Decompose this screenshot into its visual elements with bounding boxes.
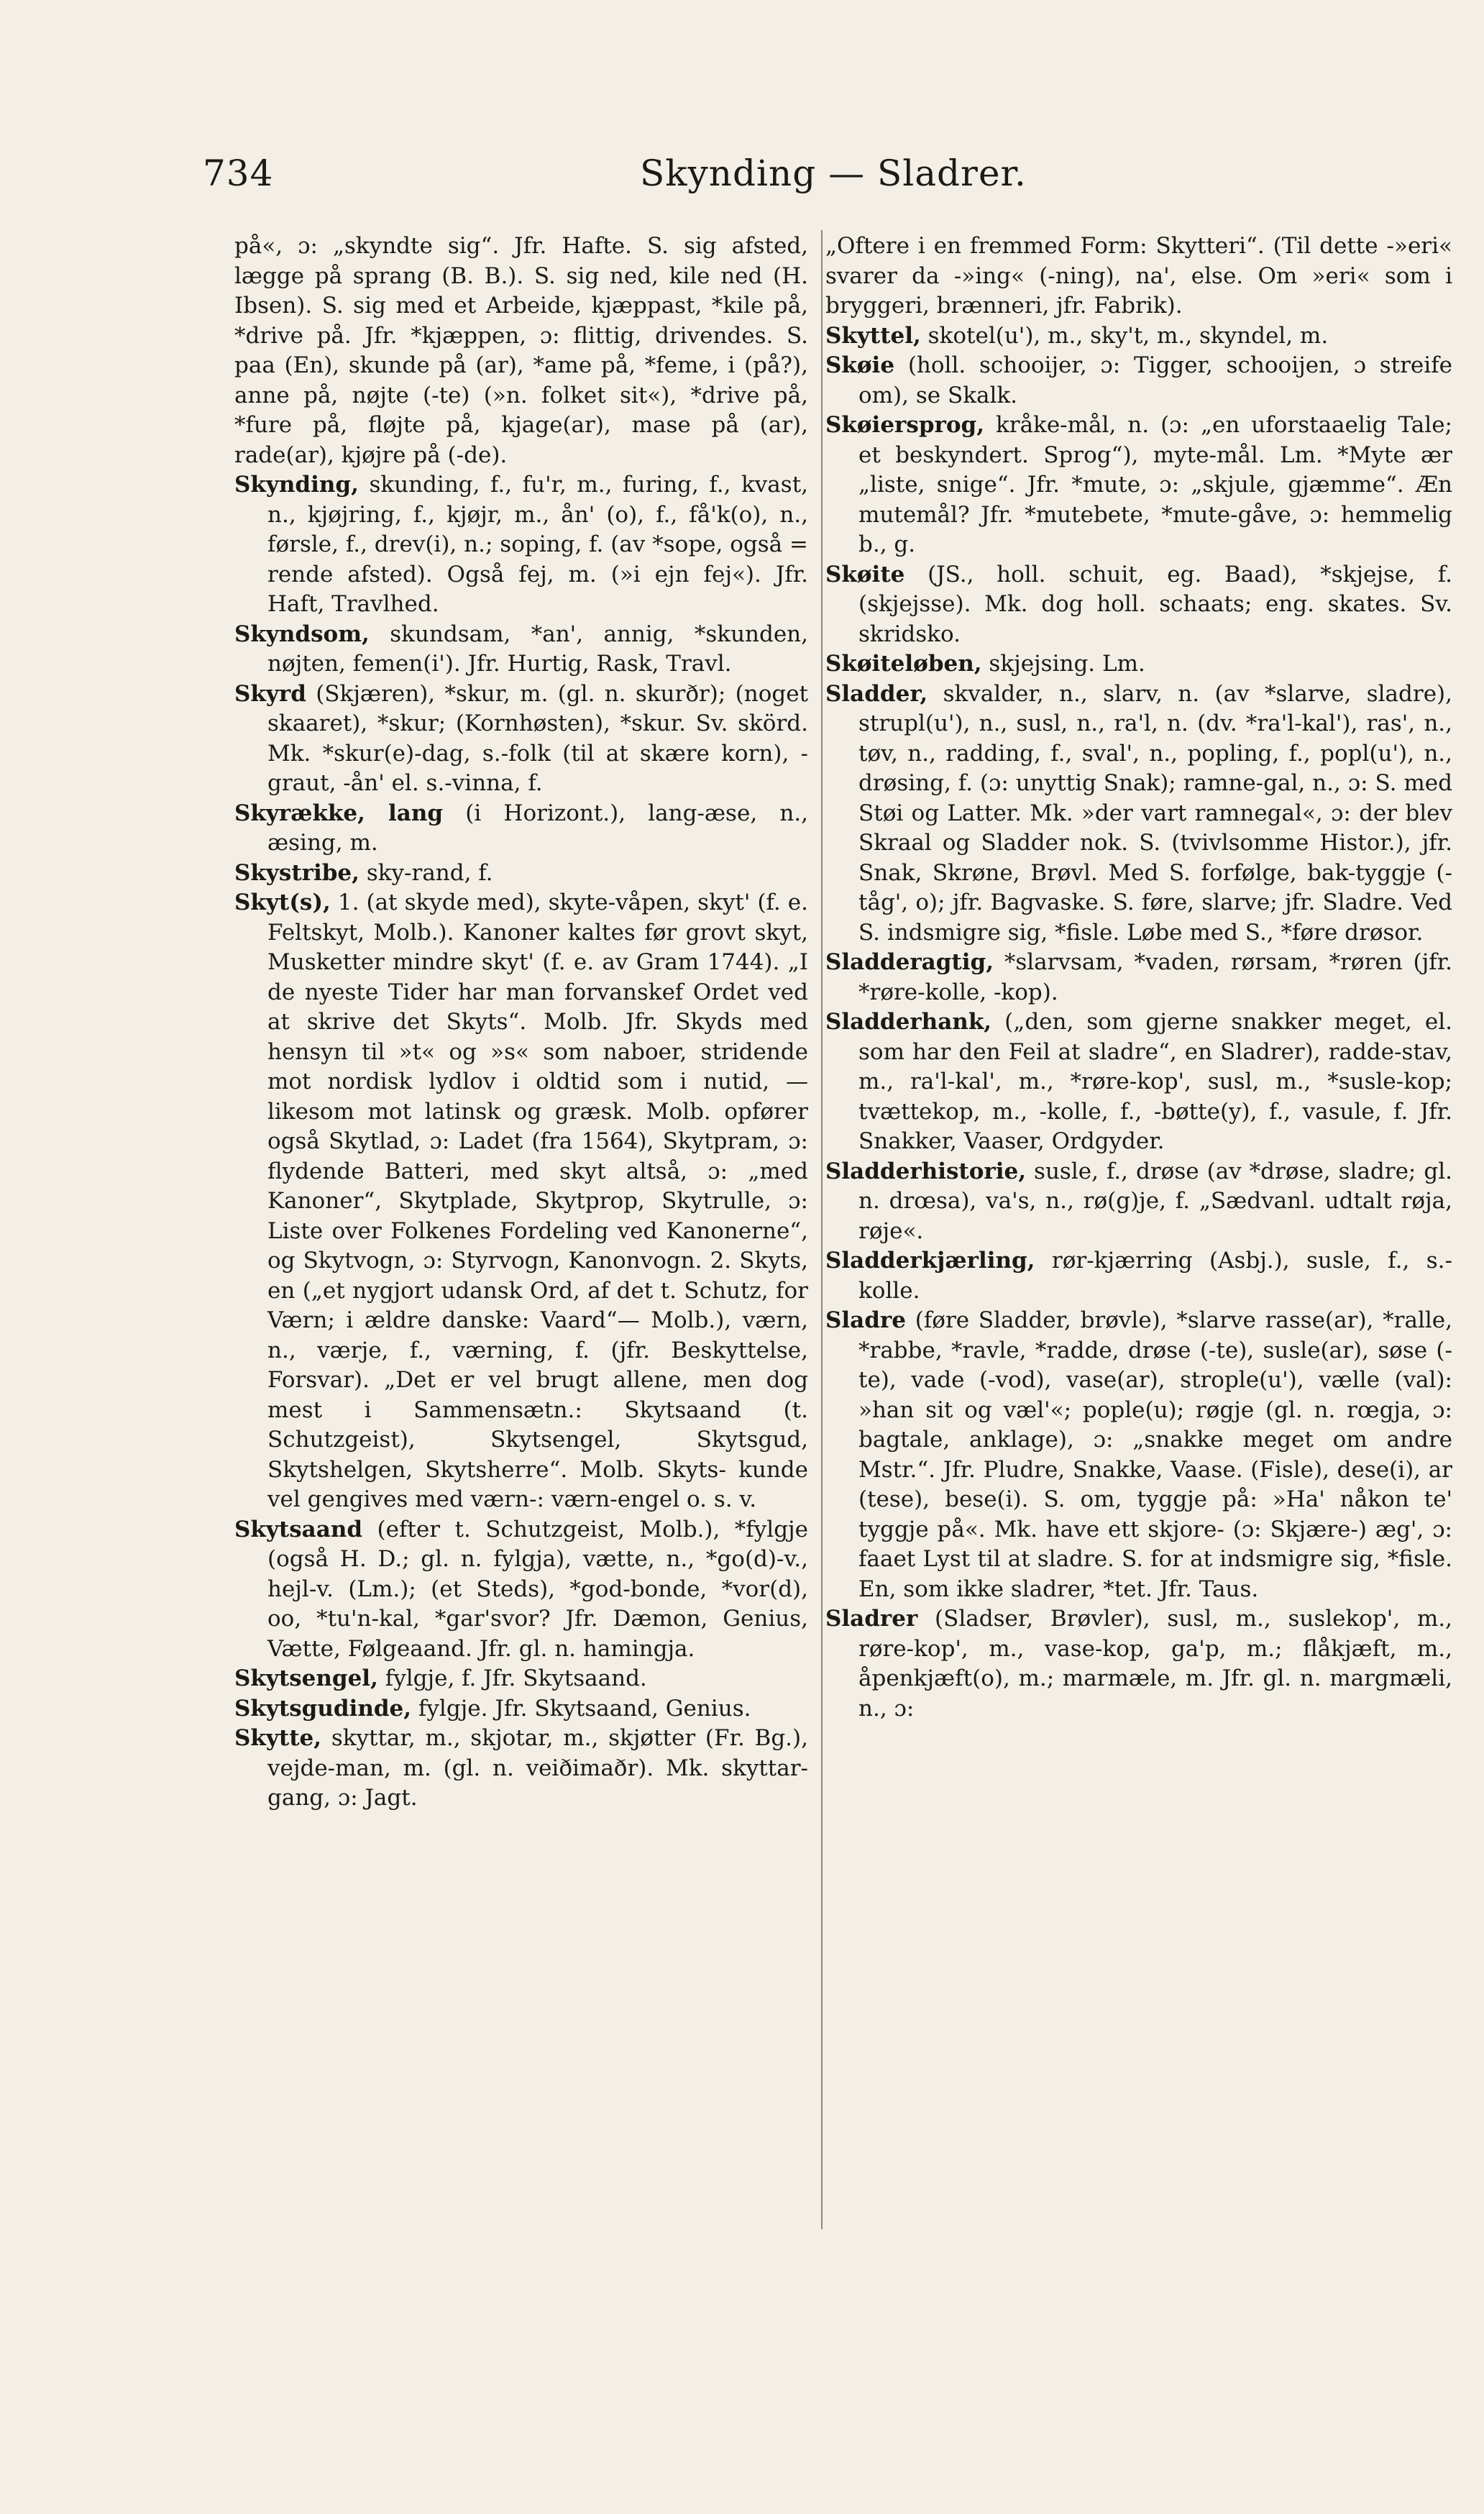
dictionary-entry: Sladrer (Sladser, Brøvler), susl, m., suslekop', m., røre-kop', m., vase-kop, ga'p, m.; flåkjæft, m., åpenkjæft(o), m.; marmæle, m. Jfr. gl. n. margmæli, n., ɔ:: [825, 1606, 1452, 1722]
dictionary-entry: Skytsaand (efter t. Schutzgeist, Molb.), *fylgje (også H. D.; gl. n. fylgja), vætte, n., *go(d)-v., hejl-v. (Lm.); (et Steds), *god-bonde, *vor(d), oo, *tu'n-kal, *gar'svor? Jfr. Dæmon, Genius, Vætte, Følgeaand. Jfr. gl. n. hamingja.: [234, 1516, 809, 1662]
page-number: 734: [203, 152, 274, 194]
dictionary-entry: Skytsgudinde, fylgje. Jfr. Skytsaand, Genius.: [234, 1695, 751, 1722]
headword: Skystribe,: [234, 859, 359, 886]
headword: Skynding,: [234, 472, 359, 498]
headword: Sladder,: [825, 680, 928, 707]
dictionary-entry: Sladderagtig, *slarvsam, *vaden, rørsam, *røren (jfr. *røre-kolle, -kop).: [825, 949, 1453, 1005]
headword: Sladrer: [825, 1606, 918, 1632]
dictionary-entry: Skytte, skyttar, m., skjotar, m., skjøtter (Fr. Bg.), vejde-man, m. (gl. n. veiðimaðr). Mk. skyttar-gang, ɔ: Jagt.: [234, 1725, 808, 1811]
dictionary-entry: Skøiteløben, skjejsing. Lm.: [825, 651, 1145, 677]
dictionary-entry: Sladderkjærling, rør-kjærring (Asbj.), susle, f., s.-kolle.: [825, 1248, 1453, 1304]
dictionary-entry: Skynding, skunding, f., fu'r, m., furing, f., kvast, n., kjøjring, f., kjøjr, m., ån' (o), f., få'k(o), n., førsle, f., drev(i), n.; soping, f. (av *sope, også = rende afsted). Også fej, m. (»i ejn fej«). Jfr. Haft, Travlhed.: [234, 472, 809, 617]
headword: Skyttel,: [825, 322, 921, 349]
headword: Skytte,: [234, 1725, 322, 1751]
headword: Sladderkjærling,: [825, 1248, 1035, 1274]
dictionary-entry: Skyrd (Skjæren), *skur, m. (gl. n. skurðr); (noget skaaret), *skur; (Kornhøsten), *skur. Sv. skörd. Mk. *skur(e)-dag, s.-folk (til at skære korn), -graut, -ån' el. s.-vinna, f.: [234, 680, 809, 796]
dictionary-entry: Skøite (JS., holl. schuit, eg. Baad), *skjejse, f. (skjejsse). Mk. dog holl. schaats; eng. skates. Sv. skridsko.: [825, 561, 1452, 647]
dictionary-entry: Sladre (føre Sladder, brøvle), *slarve rasse(ar), *ralle, *rabbe, *ravle, *radde, drøse (-te), susle(ar), søse (-te), vade (-vod), vase(ar), strople(u'), vælle (val): »han sit og væl'«; pople(u); røgje (gl. n. rœgja, ɔ: bagtale, anklage), ɔ: „snakke meget om andre Mstr.“. Jfr. Pludre, Snakke, Vaase. (Fisle), dese(i), ar (tese), bese(i). S. om, tyggje på: »Ha' nåkon te' tyggje på«. Mk. have ett skjore- (ɔ: Skjære-) æg', ɔ: faaet Lyst til at sladre. S. for at indsmigre sig, *fisle. En, som ikke sladrer, *tet. Jfr. Taus.: [825, 1307, 1452, 1602]
headword: Sladderhistorie,: [825, 1158, 1027, 1184]
dictionary-entry: Skøiersprog, kråke-mål, n. (ɔ: „en uforstaaelig Tale; et beskyndert. Sprog“), myte-mål. Lm. *Myte ær „liste, snige“. Jfr. *mute, ɔ: „skjule, gjæmme“. Æn mutemål? Jfr. *mutebete, *mute-gåve, ɔ: hemmelig b., g.: [825, 412, 1452, 557]
dictionary-entry: Sladder, skvalder, n., slarv, n. (av *slarve, sladre), strupl(u'), n., susl, n., ra'l, n. (dv. *ra'l-kal'), ras', n., tøv, n., radding, f., sval', n., popling, f., popl(u'), n., drøsing, f. (ɔ: unyttig Snak); ramne-gal, n., ɔ: S. med Støi og Latter. Mk. »der vart ramnegal«, ɔ: der blev Skraal og Sladder nok. S. (tvivlsomme Histor.), jfr. Snak, Skrøne, Brøvl. Med S. forfølge, bak-tyggje (-tåg', o); jfr. Bagvaske. S. føre, slarve; jfr. Sladre. Ved S. indsmigre sig, *fisle. Løbe med S., *føre drøsor.: [825, 680, 1452, 946]
headword: Skyrække, lang: [234, 800, 444, 826]
headword: Skøite: [825, 561, 905, 588]
headword: Skøiteløben,: [825, 651, 982, 677]
headword: Skøie: [825, 352, 895, 378]
dictionary-entry: Skytsengel, fylgje, f. Jfr. Skytsaand.: [234, 1665, 647, 1691]
dictionary-entry: Skyt(s), 1. (at skyde med), skyte-våpen, skyt' (f. e. Feltskyt, Molb.). Kanoner kaltes før grovt skyt, Musketter mindre skyt' (f. e. av Gram 1744). „I de nyeste Tider har man forvanskef Ordet ved at skrive det Skyts“. Molb. Jfr. Skyds med hensyn til »t« og »s« som naboer, stridende mot nordisk lydlov i oldtid som i nutid, — likesom mot latinsk og græsk. Molb. opfører også Skytlad, ɔ: Ladet (fra 1564), Skytpram, ɔ: flydende Batteri, med skyt altså, ɔ: „med Kanoner“, Skytplade, Skytprop, Skytrulle, ɔ: Liste over Folkenes Fordeling ved Kanonerne“, og Skytvogn, ɔ: Styrvogn, Kanonvogn. 2. Skyts, en („et nygjort udansk Ord, af det t. Schutz, for Værn; i ældre danske: Vaard“— Molb.), værn, n., værje, f., værning, f. (jfr. Beskyttelse, Forsvar). „Det er vel brugt allene, men dog mest i Sammensætn.: Skytsaand (t. Schutzgeist), Skytsengel, Skytsgud, Skytshelgen, Skytsherre“. Molb. Skyts- kunde vel gengives med værn-: værn-engel o. s. v.: [234, 890, 808, 1512]
headword: Skytsengel,: [234, 1665, 378, 1691]
dictionary-entry: „Oftere i en fremmed Form: Skytteri“. (Til dette -»eri« svarer da -»ing« (-ning), na', else. Om »eri« som i bryggeri, brænneri, jfr. Fabrik).: [825, 233, 1452, 319]
dictionary-entry: Skystribe, sky-rand, f.: [234, 859, 493, 886]
headword: Skøiersprog,: [825, 412, 984, 438]
right-column: [825, 232, 1452, 1724]
headword: Skytsaand: [234, 1516, 363, 1542]
headword: Skyndsom,: [234, 621, 370, 647]
headword: Skyt(s),: [234, 890, 331, 915]
column-divider: [821, 230, 823, 2229]
headword: Skyrd: [234, 680, 306, 707]
dictionary-entry: Skyttel, skotel(u'), m., sky't, m., skyndel, m.: [825, 322, 1329, 349]
dictionary-entry: Skyrække, lang (i Horizont.), lang-æse, n., æsing, m.: [234, 800, 808, 856]
dictionary-entry: Sladderhistorie, susle, f., drøse (av *drøse, sladre; gl. n. drœsa), va's, n., rø(g)je, f. „Sædvanl. udtalt røja, røje«.: [825, 1158, 1452, 1244]
headword: Sladre: [825, 1307, 906, 1333]
running-head: Skynding — Sladrer.: [640, 152, 1027, 194]
dictionary-entry: Skøie (holl. schooijer, ɔ: Tigger, schooijen, ɔ streife om), se Skalk.: [825, 352, 1453, 408]
headword: Skytsgudinde,: [234, 1695, 412, 1722]
left-column: [234, 232, 808, 1814]
dictionary-entry: på«, ɔ: „skyndte sig“. Jfr. Hafte. S. sig afsted, lægge på sprang (B. B.). S. sig ned, kile ned (H. Ibsen). S. sig med et Arbeide, kjæppast, *kile på, *drive på. Jfr. *kjæppen, ɔ: flittig, drivendes. S. paa (En), skunde på (ar), *ame på, *feme, i (på?), anne på, nøjte (-te) (»n. folket sit«), *drive på, *fure på, fløjte på, kjage(ar), mase på (ar), rade(ar), kjøjre på (-de).: [234, 233, 808, 468]
headword: Sladderagtig,: [825, 949, 994, 975]
dictionary-entry: Sladderhank, („den, som gjerne snakker meget, el. som har den Feil at sladre“, en Sladrer), radde-stav, m., ra'l-kal', m., *røre-kop', susl, m., *susle-kop; tvættekop, m., -kolle, f., -bøtte(y), f., vasule, f. Jfr. Snakker, Vaaser, Ordgyder.: [825, 1009, 1453, 1154]
headword: Sladderhank,: [825, 1009, 992, 1035]
dictionary-entry: Skyndsom, skundsam, *an', annig, *skunden, nøjten, femen(i'). Jfr. Hurtig, Rask, Travl.: [234, 621, 809, 677]
